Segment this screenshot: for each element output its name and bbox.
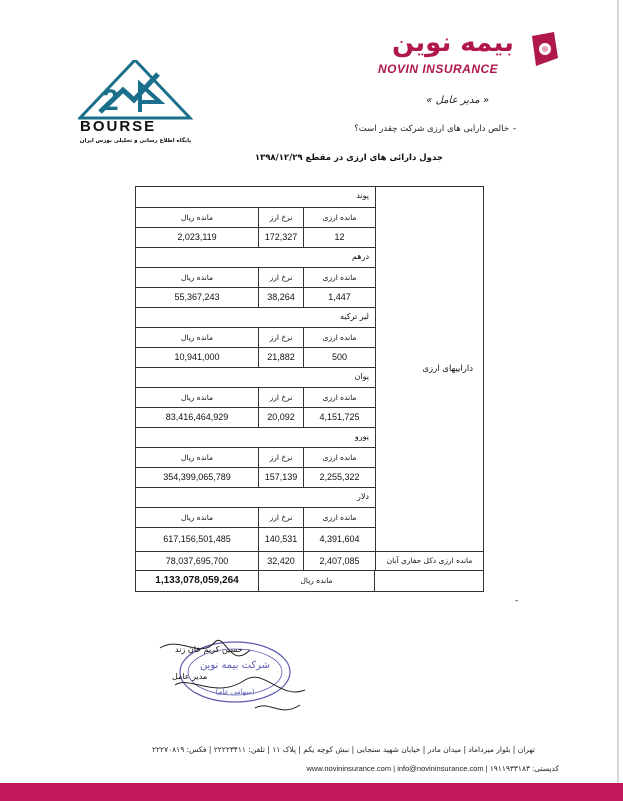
- col-header-rial: مانده ریال: [136, 448, 259, 467]
- novin-logo-fa: بیمه نوین: [392, 28, 514, 58]
- total-label: مانده ریال: [259, 571, 375, 591]
- col-header-amount: مانده ارزی: [322, 273, 357, 282]
- currency-name: درهم: [352, 252, 369, 261]
- rate-value: 157,139: [259, 468, 304, 487]
- currency-name: یورو: [354, 432, 369, 441]
- col-header-rial: مانده ریال: [136, 388, 259, 407]
- rate-value: 20,092: [259, 408, 304, 427]
- currency-header-row: [136, 508, 375, 528]
- rate-value: 140,531: [259, 528, 304, 551]
- amount-value: 1,447: [328, 292, 351, 302]
- currency-name-row: [136, 308, 375, 328]
- amount-value: 4,391,604: [319, 534, 360, 544]
- rate-value: 38,264: [259, 288, 304, 307]
- rial-value: 2,023,119: [136, 228, 259, 247]
- amount-value: 2,255,322: [319, 472, 360, 482]
- amount-value: 12: [334, 232, 345, 242]
- footer-web: www.novininsurance.com | info@novininsurance.com | ۱۹۱۱۹۳۳۱۸۳ :کدپستی: [306, 764, 559, 773]
- rate-value: 172,327: [259, 228, 304, 247]
- col-header-rial: مانده ریال: [136, 268, 259, 287]
- col-header-rate: نرخ ارز: [259, 508, 304, 527]
- col-header-amount: مانده ارزی: [322, 393, 357, 402]
- signatory-name: حسین کریم خان زند: [175, 645, 243, 654]
- drill-amount-value: 2,407,085: [319, 556, 360, 566]
- svg-text:2: 2: [102, 84, 119, 117]
- footer-color-bar: [0, 783, 623, 801]
- question-text: خالص دارایی های ارزی شرکت چقدر است؟: [354, 124, 509, 134]
- col-header-amount: مانده ارزی: [322, 513, 357, 522]
- trailing-dash: -: [515, 596, 519, 606]
- currency-name: پوند: [356, 191, 369, 200]
- amount-value: 500: [331, 352, 348, 362]
- total-value: 1,133,078,059,264: [136, 571, 259, 591]
- bourse-wordmark: BOURSE: [80, 118, 157, 135]
- rial-value: 617,156,501,485: [136, 528, 259, 551]
- novin-logo-en: NOVIN INSURANCE: [378, 62, 499, 76]
- salutation: « مدیر عامل »: [426, 95, 489, 106]
- rial-value: 55,367,243: [136, 288, 259, 307]
- currency-name-row: [136, 368, 375, 388]
- currency-value-row: [136, 528, 375, 551]
- drill-label: مانده ارزی دکل حفاری آبان: [375, 552, 483, 570]
- currency-value-row: [136, 348, 375, 368]
- bourse-logo: [78, 60, 193, 155]
- rial-value: 83,416,464,929: [136, 408, 259, 427]
- currency-value-row: [136, 288, 375, 308]
- novin-insurance-logo: [378, 28, 568, 84]
- currency-name: دلار: [357, 492, 369, 501]
- page-edge: [617, 0, 619, 801]
- stamp-subtext: (سهامی عام): [215, 688, 255, 696]
- col-header-rate: نرخ ارز: [259, 448, 304, 467]
- currency-header-row: [136, 448, 375, 468]
- col-header-amount: مانده ارزی: [322, 213, 357, 222]
- stamp-text: شرکت بیمه نوین: [199, 660, 271, 671]
- col-header-amount: مانده ارزی: [322, 453, 357, 462]
- col-header-rial: مانده ریال: [136, 208, 259, 227]
- currency-name-row: [136, 488, 375, 508]
- currency-header-row: [136, 268, 375, 288]
- drilling-rig-row: [136, 551, 483, 571]
- col-header-rial: مانده ریال: [136, 508, 259, 527]
- currency-name: یوان: [354, 372, 369, 381]
- col-header-rate: نرخ ارز: [259, 388, 304, 407]
- novin-logo-icon: [528, 32, 558, 66]
- currency-value-row: [136, 468, 375, 488]
- currency-name-row: [136, 248, 375, 268]
- currency-header-row: [136, 208, 375, 228]
- col-header-rate: نرخ ارز: [259, 208, 304, 227]
- col-header-rial: مانده ریال: [136, 328, 259, 347]
- rial-value: 10,941,000: [136, 348, 259, 367]
- col-header-amount: مانده ارزی: [322, 333, 357, 342]
- currency-assets-table: [135, 186, 484, 592]
- question-dash: -: [513, 124, 517, 134]
- total-row: [136, 571, 483, 591]
- currency-name-row: [136, 187, 375, 208]
- currency-name-row: [136, 428, 375, 448]
- col-header-rate: نرخ ارز: [259, 328, 304, 347]
- currency-header-row: [136, 388, 375, 408]
- drill-rate-value: 32,420: [259, 552, 304, 570]
- currency-header-row: [136, 328, 375, 348]
- footer-address: تهران | بلوار میرداماد | میدان مادر | خیابان شهید سنجابی | نبش کوچه یکم | پلاک ۱۱ | تلفن: ۲۲۲۲۳۴۱۱ | فکس: ۲۲۲۷۰۸۱۹: [152, 745, 535, 754]
- assets-label: داراییهای ارزی: [422, 364, 473, 374]
- bourse-tagline: پایگاه اطلاع رسانی و تحلیلی بورس ایران: [79, 138, 192, 144]
- assets-label-cell: [375, 187, 483, 551]
- rial-value: 354,399,065,789: [136, 468, 259, 487]
- amount-value: 4,151,725: [319, 412, 360, 422]
- currency-name: لیر ترکیه: [340, 312, 369, 321]
- col-header-rate: نرخ ارز: [259, 268, 304, 287]
- signatory-title: مدیر عامل: [172, 672, 208, 681]
- drill-rial-value: 78,037,695,700: [136, 552, 259, 570]
- currency-value-row: [136, 228, 375, 248]
- rate-value: 21,882: [259, 348, 304, 367]
- currency-value-row: [136, 408, 375, 428]
- table-title: جدول دارائی های ارزی در مقطع ۱۳۹۸/۱۲/۲۹: [254, 153, 443, 163]
- bourse-triangle-icon: [78, 60, 193, 120]
